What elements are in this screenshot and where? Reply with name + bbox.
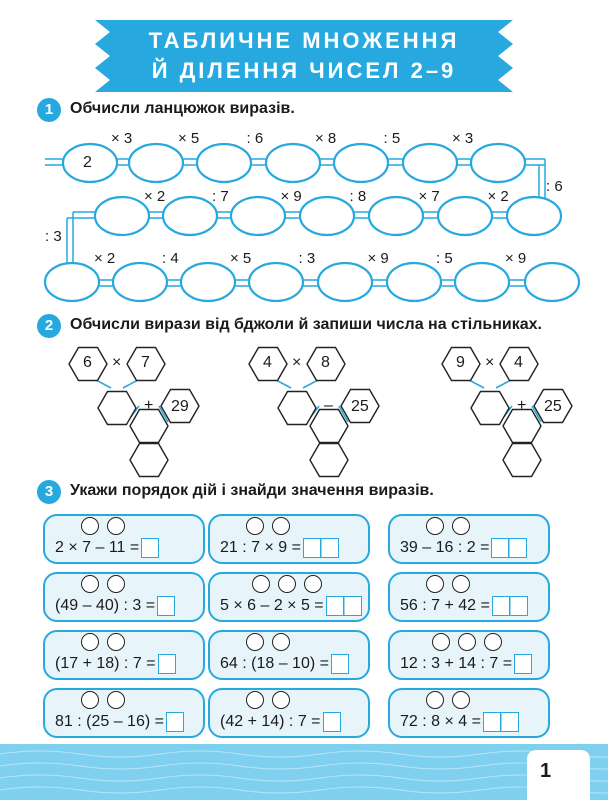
chain-operator: × 2 bbox=[144, 188, 166, 205]
chain-answer-oval[interactable] bbox=[438, 197, 492, 235]
order-circle[interactable] bbox=[246, 633, 264, 651]
expression-card bbox=[208, 630, 370, 680]
chain-operator: × 9 bbox=[367, 250, 389, 267]
order-circle[interactable] bbox=[246, 691, 264, 709]
order-circle[interactable] bbox=[452, 517, 470, 535]
section-3-number: 3 bbox=[37, 480, 61, 504]
hex-cell-answer[interactable] bbox=[130, 444, 168, 477]
answer-box[interactable] bbox=[166, 712, 184, 732]
order-circle[interactable] bbox=[458, 633, 476, 651]
chain-answer-oval[interactable] bbox=[113, 263, 167, 301]
chain-operator-left: : 3 bbox=[45, 228, 62, 245]
chain-answer-oval[interactable] bbox=[334, 144, 388, 182]
order-circle[interactable] bbox=[246, 517, 264, 535]
hex-cell-answer[interactable] bbox=[503, 444, 541, 477]
expression-card bbox=[388, 514, 550, 564]
hex-operator: × bbox=[292, 354, 302, 371]
answer-box[interactable] bbox=[492, 596, 528, 616]
hex-number: 8 bbox=[321, 354, 330, 371]
expression-text: (49 – 40) : 3 = bbox=[55, 597, 156, 615]
hex-number: 7 bbox=[141, 354, 150, 371]
chain-answer-oval[interactable] bbox=[403, 144, 457, 182]
chain-answer-oval[interactable] bbox=[369, 197, 423, 235]
chain-answer-oval[interactable] bbox=[231, 197, 285, 235]
bottom-decoration-band bbox=[0, 744, 608, 800]
order-circle[interactable] bbox=[107, 517, 125, 535]
chain-operator: : 3 bbox=[298, 250, 316, 267]
chain-answer-oval[interactable] bbox=[300, 197, 354, 235]
answer-box[interactable] bbox=[157, 596, 175, 616]
section-1-heading: Обчисли ланцюжок виразів. bbox=[70, 100, 295, 117]
title-line-1: ТАБЛИЧНЕ МНОЖЕННЯ bbox=[148, 28, 460, 53]
chain-answer-oval[interactable] bbox=[387, 263, 441, 301]
expression-text: 2 × 7 – 11 = bbox=[55, 539, 140, 557]
hex-number: 6 bbox=[83, 354, 92, 371]
order-circle[interactable] bbox=[272, 633, 290, 651]
hex-operator: × bbox=[112, 354, 122, 371]
page-number: 1 bbox=[540, 760, 552, 782]
chain-answer-oval[interactable] bbox=[249, 263, 303, 301]
order-circle[interactable] bbox=[107, 691, 125, 709]
order-circle[interactable] bbox=[272, 517, 290, 535]
expression-text: 81 : (25 – 16) = bbox=[55, 713, 164, 731]
chain-operator: × 7 bbox=[418, 188, 440, 205]
section-1-number: 1 bbox=[37, 98, 61, 122]
chain-operator: × 9 bbox=[280, 188, 302, 205]
expression-card bbox=[208, 514, 370, 564]
order-circle[interactable] bbox=[252, 575, 270, 593]
chain-answer-oval[interactable] bbox=[525, 263, 579, 301]
order-circle[interactable] bbox=[107, 633, 125, 651]
chain-operator-right: : 6 bbox=[546, 178, 563, 195]
expression-card bbox=[388, 688, 550, 738]
chain-operator: × 5 bbox=[178, 130, 200, 147]
chain-start-value: 2 bbox=[83, 154, 92, 171]
expression-text: 12 : 3 + 14 : 7 = bbox=[400, 655, 513, 673]
expression-card bbox=[208, 688, 370, 738]
chain-operator: × 3 bbox=[452, 130, 474, 147]
expression-text: 56 : 7 + 42 = bbox=[400, 597, 490, 615]
chain-answer-oval[interactable] bbox=[197, 144, 251, 182]
order-circle[interactable] bbox=[81, 633, 99, 651]
chain-answer-oval[interactable] bbox=[181, 263, 235, 301]
expression-text: (17 + 18) : 7 = bbox=[55, 655, 156, 673]
chain-operator: : 7 bbox=[212, 188, 229, 205]
order-circle[interactable] bbox=[484, 633, 502, 651]
answer-box[interactable] bbox=[141, 538, 159, 558]
expression-text: 39 – 16 : 2 = bbox=[400, 539, 490, 557]
chain-answer-oval[interactable] bbox=[266, 144, 320, 182]
expression-text: 64 : (18 – 10) = bbox=[220, 655, 329, 673]
expression-text: 21 : 7 × 9 = bbox=[220, 539, 301, 557]
chain-answer-oval[interactable] bbox=[507, 197, 561, 235]
hex-operator: + bbox=[517, 397, 527, 414]
order-circle[interactable] bbox=[304, 575, 322, 593]
order-circle[interactable] bbox=[81, 517, 99, 535]
chain-answer-oval[interactable] bbox=[455, 263, 509, 301]
order-circle[interactable] bbox=[107, 575, 125, 593]
answer-box[interactable] bbox=[331, 654, 349, 674]
chain-answer-oval[interactable] bbox=[129, 144, 183, 182]
expression-text: (42 + 14) : 7 = bbox=[220, 713, 321, 731]
answer-box[interactable] bbox=[514, 654, 532, 674]
expression-text: 72 : 8 × 4 = bbox=[400, 713, 481, 731]
chain-operator: × 2 bbox=[94, 250, 116, 267]
expression-card bbox=[43, 572, 205, 622]
answer-box[interactable] bbox=[483, 712, 519, 732]
expression-card bbox=[43, 514, 205, 564]
hex-number: 9 bbox=[456, 354, 465, 371]
order-circle[interactable] bbox=[272, 691, 290, 709]
chain-answer-oval[interactable] bbox=[318, 263, 372, 301]
chain-operator: : 4 bbox=[162, 250, 179, 267]
chain-answer-oval[interactable] bbox=[95, 197, 149, 235]
section-2-heading: Обчисли вирази від бджоли й запиши числа на стільниках. bbox=[70, 316, 542, 333]
hex-number: 25 bbox=[544, 398, 562, 415]
chain-operator: × 8 bbox=[315, 130, 337, 147]
chain-answer-oval[interactable] bbox=[45, 263, 99, 301]
order-circle[interactable] bbox=[426, 575, 444, 593]
order-circle[interactable] bbox=[452, 691, 470, 709]
hex-cell-answer[interactable] bbox=[98, 392, 136, 425]
answer-box[interactable] bbox=[326, 596, 362, 616]
chain-operator: : 8 bbox=[349, 188, 367, 205]
hex-cell-answer[interactable] bbox=[471, 392, 509, 425]
hex-number: 4 bbox=[514, 354, 523, 371]
section-3-heading: Укажи порядок дій і знайди значення виразів. bbox=[70, 482, 434, 499]
hex-operator: – bbox=[324, 397, 333, 414]
expression-card bbox=[388, 630, 550, 680]
expression-card bbox=[388, 572, 550, 622]
expression-card bbox=[43, 630, 205, 680]
chain-operator: : 5 bbox=[383, 130, 401, 147]
hex-operator: × bbox=[485, 354, 495, 371]
chain-answer-oval[interactable] bbox=[471, 144, 525, 182]
expression-card bbox=[43, 688, 205, 738]
order-circle[interactable] bbox=[81, 691, 99, 709]
order-circle[interactable] bbox=[426, 691, 444, 709]
order-circle[interactable] bbox=[432, 633, 450, 651]
expression-text: 5 × 6 – 2 × 5 = bbox=[220, 597, 324, 615]
hex-number: 4 bbox=[263, 354, 272, 371]
chain-answer-oval[interactable] bbox=[163, 197, 217, 235]
order-circle[interactable] bbox=[81, 575, 99, 593]
order-circle[interactable] bbox=[426, 517, 444, 535]
order-circle[interactable] bbox=[452, 575, 470, 593]
chain-operator: × 9 bbox=[505, 250, 527, 267]
chain-operator: : 5 bbox=[436, 250, 453, 267]
hex-number: 25 bbox=[351, 398, 369, 415]
chain-operator: : 6 bbox=[246, 130, 264, 147]
hex-operator: + bbox=[144, 397, 154, 414]
hex-number: 29 bbox=[171, 398, 189, 415]
answer-box[interactable] bbox=[158, 654, 176, 674]
hex-cell-answer[interactable] bbox=[310, 444, 348, 477]
answer-box[interactable] bbox=[303, 538, 339, 558]
section-2-number: 2 bbox=[37, 314, 61, 338]
answer-box[interactable] bbox=[491, 538, 527, 558]
order-circle[interactable] bbox=[278, 575, 296, 593]
chain-operator: × 5 bbox=[230, 250, 252, 267]
hex-cell-answer[interactable] bbox=[278, 392, 316, 425]
answer-box[interactable] bbox=[323, 712, 341, 732]
chain-operator: × 3 bbox=[111, 130, 133, 147]
expression-card bbox=[208, 572, 370, 622]
title-line-2: Й ДІЛЕННЯ ЧИСЕЛ 2–9 bbox=[151, 58, 457, 83]
chain-operator: × 2 bbox=[487, 188, 509, 205]
